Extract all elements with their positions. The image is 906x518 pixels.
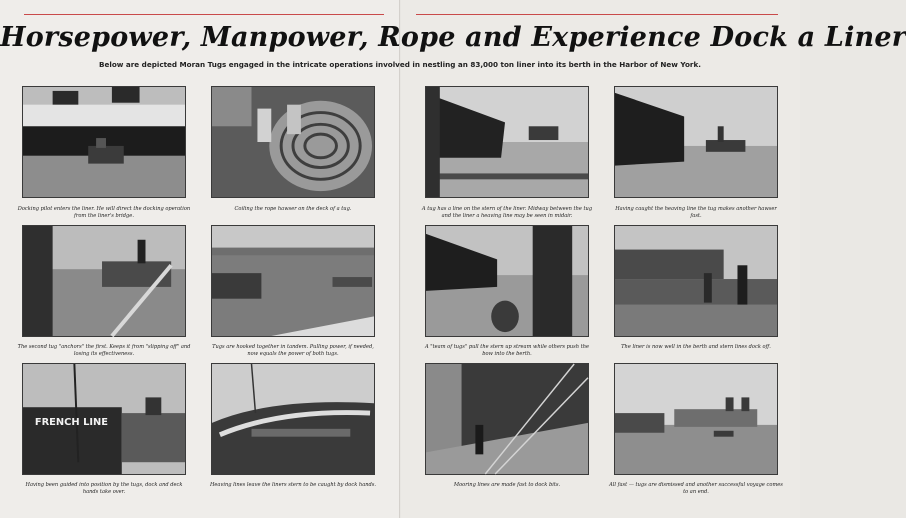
top-rule-right (416, 14, 778, 15)
caption-4: Having caught the heaving line the tug makes another hawser fast. (615, 206, 777, 219)
photo-french-line-berth (22, 363, 186, 475)
french-line-sign: FRENCH LINE (34, 416, 109, 428)
caption-7: A "team of tugs" pull the stern up stream while others push the bow into the berth. (424, 344, 590, 357)
photo-tug-line-on-stern (425, 86, 589, 198)
photo-tugs-in-tandem (211, 225, 375, 337)
photo-mooring-lines (425, 363, 589, 475)
caption-1: Docking pilot enters the liner. He will direct the docking operation from the liner's bridge. (17, 206, 191, 219)
caption-2: Coiling the rope hawser on the deck of a tug. (234, 206, 352, 212)
caption-9: Having been guided into position by the tugs, dock and deck hands take over. (25, 482, 183, 495)
center-fold (399, 0, 401, 518)
page-subtitle: Below are depicted Moran Tugs engaged in the intricate operations involved in nestling an 83,000 ton liner into its berth in the Harbor of New York. (99, 60, 701, 69)
photo-liner-in-berth (614, 225, 778, 337)
caption-10: Heaving lines leave the liners stern to be caught by dock hands. (209, 482, 377, 488)
caption-6: Tugs are hooked together in tandem. Pulling power, if needed, now equals the power of both tugs. (212, 344, 374, 357)
photo-second-tug-anchors (22, 225, 186, 337)
photo-liner-with-pilot-tug (22, 86, 186, 198)
photo-tug-makes-hawser-fast (614, 86, 778, 198)
caption-8: The liner is now well in the berth and stern lines dock off. (621, 344, 771, 350)
caption-11: Mooring lines are made fast to dock bits. (453, 482, 561, 488)
photo-heaving-lines-stern (211, 363, 375, 475)
top-rule-left (24, 14, 384, 15)
photo-all-fast (614, 363, 778, 475)
caption-3: A tug has a line on the stern of the liner. Midway between the tug and the liner a heaving line may be seen in midair. (421, 206, 593, 219)
photo-team-of-tugs (425, 225, 589, 337)
page-title: Horsepower, Manpower, Rope and Experience Dock a Liner (0, 22, 906, 53)
caption-5: The second tug "anchors" the first. Keeps it from "slipping off" and losing its effectiveness. (17, 344, 191, 357)
photo-coiling-hawser (211, 86, 375, 198)
caption-12: All fast — tugs are dismissed and another successful voyage comes to an end. (609, 482, 783, 495)
